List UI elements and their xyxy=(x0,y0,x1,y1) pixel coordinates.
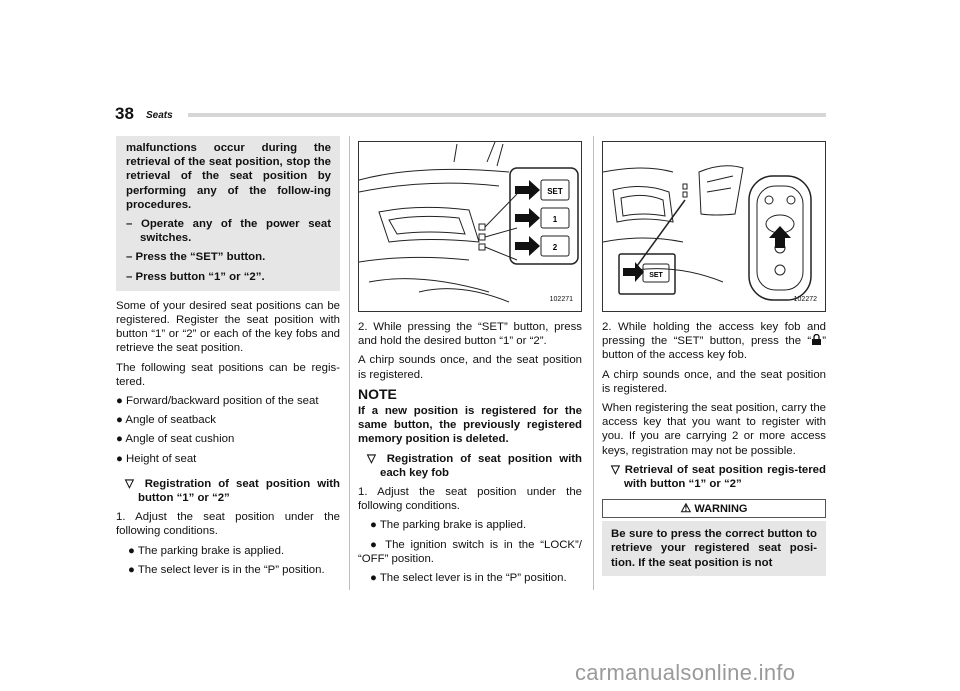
list-item: ● The ignition switch is in the “LOCK”/ “OFF” position. xyxy=(358,538,582,565)
note-text: If a new position is registered for the same button, the previously registered memory position is deleted. xyxy=(358,405,582,446)
step-text: 2. While holding the access key fob and pressing the “SET” button, press the “ ” button of the access key fob. xyxy=(602,321,826,362)
button-2-label: 2 xyxy=(552,243,558,252)
list-item: ● The parking brake is applied. xyxy=(128,544,285,557)
subheading: ▽ Retrieval of seat position regis-tered with button “1” or “2” xyxy=(611,463,826,491)
step-text: 1. Adjust the seat position under the following conditions. xyxy=(116,511,340,538)
subheading: ▽ Registration of seat position with each key fob xyxy=(367,452,582,479)
list-item: ● The parking brake is applied. xyxy=(370,519,527,532)
subheading: ▽ Registration of seat position with button “1” or “2” xyxy=(125,477,340,505)
warning-text: Be sure to press the correct button to retrieve your registered seat posi-tion. If the seat position is not xyxy=(602,521,826,576)
door-panel-illustration xyxy=(359,142,581,311)
paragraph: The following seat positions can be regis-tered. xyxy=(116,361,340,388)
caution-item: – Operate any of the power seat switches. xyxy=(126,218,331,245)
set-button-label: SET xyxy=(649,272,663,279)
note-title: NOTE xyxy=(358,385,397,402)
header-rule xyxy=(188,113,826,117)
caution-item: – Press the “SET” button. xyxy=(126,251,266,264)
button-1-label: 1 xyxy=(552,215,558,224)
warning-icon: ⚠ xyxy=(680,501,692,516)
page-number: 38 xyxy=(115,104,134,123)
list-item: ● Forward/backward position of the seat xyxy=(116,395,319,408)
caution-text: malfunctions occur during the retrieval of the seat position, stop the retrieval of the seat position by performing any of the follow-ing procedures. xyxy=(126,142,331,211)
paragraph: A chirp sounds once, and the seat position is registered. xyxy=(602,368,826,395)
paragraph: Some of your desired seat positions can be registered. Register the seat position with button “1” or “2” or each of the key fobs and retrieve the seat position. xyxy=(116,299,340,355)
list-item: ● The select lever is in the “P” position. xyxy=(370,572,567,585)
paragraph: A chirp sounds once, and the seat position is registered. xyxy=(358,354,582,381)
column-divider-1 xyxy=(349,136,350,590)
figure-number: 102271 xyxy=(549,295,573,303)
section-title: Seats xyxy=(146,110,173,121)
key-fob-illustration xyxy=(603,142,825,311)
caution-item: – Press button “1” or “2”. xyxy=(126,270,265,283)
watermark: carmanualsonline.info xyxy=(575,660,796,685)
list-item: ● Angle of seatback xyxy=(116,414,216,427)
left-column xyxy=(116,136,340,582)
figure-number: 102272 xyxy=(793,295,817,303)
set-button-label: SET xyxy=(547,187,563,196)
warning-header: ⚠ WARNING xyxy=(602,499,826,518)
list-item: ● Height of seat xyxy=(116,452,197,465)
right-column xyxy=(602,141,826,576)
column-divider-2 xyxy=(593,136,594,590)
list-item: ● The select lever is in the “P” position. xyxy=(128,563,325,576)
lock-icon xyxy=(811,334,822,345)
key-fob-figure xyxy=(602,141,826,312)
paragraph: When registering the seat position, carry the access key that you want to register with you. If you are carrying 2 or more access keys, registration may not be possible. xyxy=(602,402,826,457)
middle-column xyxy=(358,141,582,590)
door-memory-buttons-figure xyxy=(358,141,582,312)
list-item: ● Angle of seat cushion xyxy=(116,433,235,446)
caution-continuation-box xyxy=(116,136,340,291)
step-text: 1. Adjust the seat position under the following conditions. xyxy=(358,486,582,513)
step-text: 2. While pressing the “SET” button, press and hold the desired button “1” or “2”. xyxy=(358,321,582,348)
